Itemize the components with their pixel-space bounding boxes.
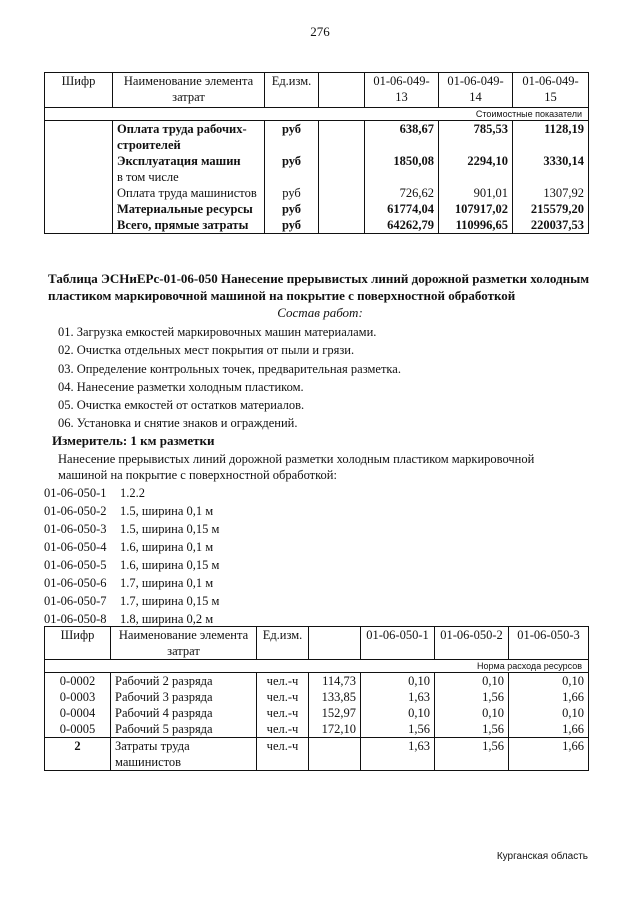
cell-name: Рабочий 2 разряда: [111, 673, 257, 690]
variant-code: 01-06-050-4: [44, 540, 107, 554]
cell-code: [45, 121, 113, 154]
cell-value-3: 0,10: [509, 705, 589, 721]
cell-value-2: 107917,02: [439, 201, 513, 217]
cell-value-2: 901,01: [439, 185, 513, 201]
cell-value-1: 0,10: [361, 705, 435, 721]
header-unit: Ед.изм.: [257, 627, 309, 660]
list-item: 06. Установка и снятие знаков и ограждений.: [58, 416, 298, 431]
cell-name: Рабочий 3 разряда: [111, 689, 257, 705]
cell-name: Материальные ресурсы: [113, 201, 265, 217]
cell-name: Всего, прямые затраты: [113, 217, 265, 234]
cell-value-1: 1850,08: [365, 153, 439, 169]
header-col-1: 01-06-050-1: [361, 627, 435, 660]
variant-code: 01-06-050-7: [44, 594, 107, 608]
section-label-row: [45, 660, 589, 673]
cell-value-3: 1,66: [509, 721, 589, 738]
list-item: 01. Загрузка емкостей маркировочных машин материалами.: [58, 325, 377, 339]
cell-rate: [309, 738, 361, 771]
cell-unit: руб: [265, 201, 319, 217]
cell-unit: чел.-ч: [257, 689, 309, 705]
cell-blank: [319, 217, 365, 234]
header-name: Наименование элемента затрат: [111, 627, 257, 660]
variant-code: 01-06-050-2: [44, 504, 107, 518]
footer-region: Курганская область: [496, 851, 588, 862]
list-item: [44, 520, 219, 538]
cell-value-3: 1307,92: [513, 185, 589, 201]
works-list: [58, 323, 401, 433]
cell-value-2: 1,56: [435, 738, 509, 771]
table-header-row: [45, 627, 589, 660]
cell-blank: [319, 121, 365, 154]
cell-name: Затраты труда машинистов: [111, 738, 257, 771]
table-row: [45, 689, 589, 705]
variant-text: 1.6, ширина 0,1 м: [120, 540, 214, 554]
cell-name: Рабочий 5 разряда: [111, 721, 257, 738]
cell-code: 0-0002: [45, 673, 111, 690]
cell-value-1: [365, 169, 439, 185]
variant-text: 1.8, ширина 0,2 м: [120, 612, 214, 626]
cell-name: Оплата труда рабочих-строителей: [113, 121, 265, 154]
table-row: [45, 705, 589, 721]
cell-code: 0-0004: [45, 705, 111, 721]
cell-value-1: 726,62: [365, 185, 439, 201]
list-item: [44, 556, 219, 574]
cell-value-3: 1,66: [509, 689, 589, 705]
cell-code: [45, 185, 113, 201]
table-row: [45, 721, 589, 738]
list-item: [44, 502, 219, 520]
list-item: 02. Очистка отдельных мест покрытия от пыли и грязи.: [58, 343, 355, 358]
cell-value-2: 0,10: [435, 673, 509, 690]
header-col-2: 01-06-049-14: [439, 73, 513, 108]
cell-value-3: 1128,19: [513, 121, 589, 154]
cell-value-1: 1,63: [361, 689, 435, 705]
cell-code: 0-0005: [45, 721, 111, 738]
table-row: [45, 185, 589, 201]
cell-code: 0-0003: [45, 689, 111, 705]
header-col-1: 01-06-049-13: [365, 73, 439, 108]
table-row: [45, 217, 589, 234]
cell-unit: руб: [265, 185, 319, 201]
section-label: Стоимостные показатели: [45, 108, 589, 121]
cell-blank: [319, 153, 365, 169]
cell-value-1: 64262,79: [365, 217, 439, 234]
variant-text: 1.7, ширина 0,1 м: [120, 576, 214, 590]
cell-code: [45, 217, 113, 234]
cell-name: в том числе: [113, 169, 265, 185]
variant-text: 1.5, ширина 0,1 м: [120, 504, 214, 518]
cell-unit: [265, 169, 319, 185]
variant-code: 01-06-050-6: [44, 576, 107, 590]
page-number: 276: [310, 24, 330, 39]
cell-value-1: 638,67: [365, 121, 439, 154]
header-blank: [309, 627, 361, 660]
cell-value-2: 1,56: [435, 689, 509, 705]
header-col-3: 01-06-049-15: [513, 73, 589, 108]
cell-code: [45, 153, 113, 169]
list-item: 04. Нанесение разметки холодным пластиком.: [58, 379, 304, 394]
list-item: [44, 538, 219, 556]
cell-rate: 114,73: [309, 673, 361, 690]
cell-blank: [319, 185, 365, 201]
cell-name: Оплата труда машинистов: [113, 185, 265, 201]
variant-text: 1.2.2: [120, 486, 145, 500]
section-title: Таблица ЭСНиЕРс-01-06-050 Нанесение прерывистых линий дорожной разметки холодным пластиком маркировочной машиной на покрытие с поверхностной обработкой: [48, 271, 590, 303]
list-item: [44, 484, 219, 502]
variant-text: 1.6, ширина 0,15 м: [120, 558, 220, 572]
cell-unit: чел.-ч: [257, 738, 309, 771]
list-item: [44, 592, 219, 610]
variant-text: 1.5, ширина 0,15 м: [120, 522, 220, 536]
list-item: 03. Определение контрольных точек, предварительная разметка.: [58, 361, 401, 376]
variant-code: 01-06-050-8: [44, 612, 107, 626]
list-item: 05. Очистка емкостей от остатков материалов.: [58, 398, 305, 413]
table-row: [45, 738, 589, 771]
cell-value-2: 1,56: [435, 721, 509, 738]
variant-code: 01-06-050-5: [44, 558, 107, 572]
description: Нанесение прерывистых линий дорожной разметки холодным пластиком маркировочной машиной на покрытие с поверхностной обработкой:: [58, 452, 535, 482]
cell-unit: руб: [265, 217, 319, 234]
cell-name: Рабочий 4 разряда: [111, 705, 257, 721]
cell-value-3: 1,66: [509, 738, 589, 771]
cell-value-2: 110996,65: [439, 217, 513, 234]
cell-unit: чел.-ч: [257, 673, 309, 690]
header-code: Шифр: [45, 73, 113, 108]
section-label-row: [45, 108, 589, 121]
cell-value-2: 2294,10: [439, 153, 513, 169]
cell-unit: руб: [265, 153, 319, 169]
table-row: [45, 201, 589, 217]
resource-norms-table: [44, 626, 589, 771]
cell-blank: [319, 201, 365, 217]
cell-value-2: 0,10: [435, 705, 509, 721]
variant-code: 01-06-050-1: [44, 486, 107, 500]
table-row: [45, 169, 589, 185]
cell-value-3: 0,10: [509, 673, 589, 690]
table-header-row: [45, 73, 589, 108]
cell-code: [45, 169, 113, 185]
cell-value-1: 1,56: [361, 721, 435, 738]
cell-value-3: [513, 169, 589, 185]
cell-code: [45, 201, 113, 217]
table-row: [45, 673, 589, 690]
cell-value-3: 220037,53: [513, 217, 589, 234]
cell-value-2: [439, 169, 513, 185]
header-col-3: 01-06-050-3: [509, 627, 589, 660]
cost-indicators-table: [44, 72, 589, 234]
variant-code: 01-06-050-3: [44, 522, 107, 536]
cell-rate: 152,97: [309, 705, 361, 721]
cell-code: 2: [45, 738, 111, 771]
cell-blank: [319, 169, 365, 185]
cell-name: Эксплуатация машин: [113, 153, 265, 169]
cell-value-3: 3330,14: [513, 153, 589, 169]
header-blank: [319, 73, 365, 108]
measure-unit: Измеритель: 1 км разметки: [52, 433, 215, 448]
variant-text: 1.7, ширина 0,15 м: [120, 594, 220, 608]
list-item: [44, 574, 219, 592]
variants-list: [44, 484, 219, 628]
cell-unit: чел.-ч: [257, 705, 309, 721]
works-heading: Состав работ:: [277, 305, 363, 320]
header-col-2: 01-06-050-2: [435, 627, 509, 660]
cell-value-1: 0,10: [361, 673, 435, 690]
cell-value-1: 61774,04: [365, 201, 439, 217]
header-unit: Ед.изм.: [265, 73, 319, 108]
cell-rate: 172,10: [309, 721, 361, 738]
cell-value-1: 1,63: [361, 738, 435, 771]
cell-unit: чел.-ч: [257, 721, 309, 738]
section-label: Норма расхода ресурсов: [45, 660, 589, 673]
cell-unit: руб: [265, 121, 319, 154]
table-row: [45, 153, 589, 169]
table-row: [45, 121, 589, 154]
cell-value-3: 215579,20: [513, 201, 589, 217]
header-code: Шифр: [45, 627, 111, 660]
cell-rate: 133,85: [309, 689, 361, 705]
cell-value-2: 785,53: [439, 121, 513, 154]
header-name: Наименование элемента затрат: [113, 73, 265, 108]
